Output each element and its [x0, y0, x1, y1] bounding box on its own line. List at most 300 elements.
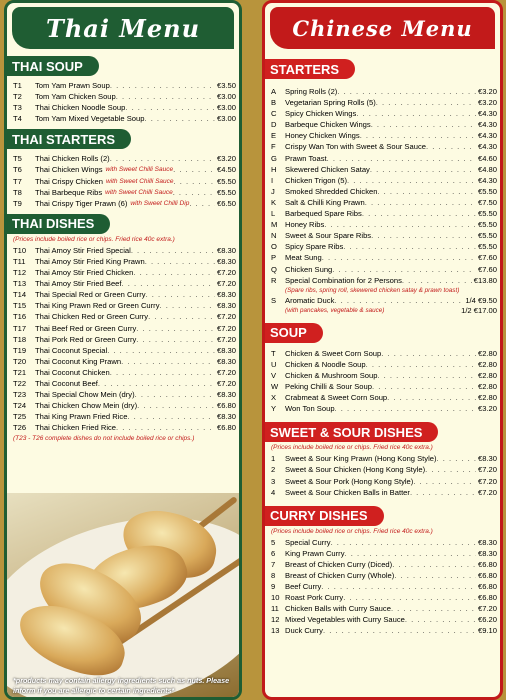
thai-dishes-section	[7, 214, 239, 443]
menu-item-row	[265, 164, 500, 175]
menu-item-row	[7, 245, 239, 256]
dot-leader	[366, 359, 476, 370]
dot-leader	[131, 245, 215, 256]
item-price: €3.20	[477, 87, 497, 96]
item-code: 7	[271, 559, 276, 569]
item-name: King Prawn Curry	[285, 548, 345, 558]
item-price: €4.80	[477, 164, 497, 174]
item-price: €7.20	[216, 367, 236, 377]
menu-item-row	[265, 186, 500, 197]
dot-leader	[356, 108, 476, 119]
thai-dishes-list	[7, 245, 239, 434]
item-name: Sweet & Sour Chicken Balls in Batter	[285, 487, 410, 497]
item-name: Breast of Chicken Curry (Whole)	[285, 571, 395, 580]
chinese-starters-list	[265, 86, 500, 315]
item-price: €7.20	[477, 487, 497, 497]
item-code: T20	[13, 356, 27, 366]
item-code: T11	[13, 256, 26, 266]
menu-item-row	[265, 614, 500, 625]
dot-leader	[402, 275, 472, 286]
menu-item-row	[265, 252, 500, 263]
item-code: M	[271, 220, 278, 230]
item-price: €3.20	[477, 98, 497, 108]
item-price: €3.20	[216, 154, 236, 164]
item-code: 12	[271, 615, 280, 625]
menu-item-row	[7, 389, 239, 400]
item-name: Spring Rolls (2)	[285, 87, 338, 96]
dot-leader	[365, 197, 476, 208]
menu-item-row	[7, 176, 239, 187]
dot-leader	[145, 256, 215, 267]
item-price: €6.80	[477, 582, 497, 592]
item-price: €3.50	[216, 81, 236, 90]
item-price: €4.30	[477, 109, 497, 119]
dot-leader	[413, 476, 476, 487]
item-name: Salt & Chilli King Prawn	[285, 197, 365, 207]
item-name: Thai King Prawn Fried Rice	[35, 412, 128, 422]
item-code: U	[271, 359, 277, 369]
item-price: €5.50	[477, 220, 497, 230]
chinese-menu-panel	[262, 0, 503, 700]
sweet-sour-heading: SWEET & SOUR DISHES	[262, 422, 438, 442]
item-code: T14	[13, 290, 27, 300]
menu-item-row	[7, 113, 239, 124]
dot-leader	[133, 267, 215, 278]
item-price: €8.30	[216, 301, 236, 311]
item-name: Roast Pork Curry	[285, 593, 344, 603]
item-price: 1/2 €17.00	[461, 305, 497, 315]
item-price: €3.00	[216, 114, 236, 124]
item-price: €6.80	[477, 571, 497, 580]
item-name: Prawn Toast	[285, 153, 327, 163]
item-code: 4	[271, 487, 276, 497]
menu-item-row	[265, 476, 500, 487]
item-name: Thai Chicken Red or Green Curry	[35, 312, 149, 322]
item-price: €2.80	[477, 348, 497, 358]
menu-item-row	[7, 356, 239, 367]
dot-leader	[376, 97, 476, 108]
item-code: T5	[13, 154, 22, 164]
menu-item-row	[265, 153, 500, 164]
menu-item-row	[265, 175, 500, 186]
item-price: €4.30	[477, 142, 497, 152]
item-name: Thai Pork Red or Green Curry	[35, 334, 137, 344]
menu-item-row	[7, 289, 239, 300]
menu-item-row	[7, 300, 239, 311]
chinese-soup-list	[265, 348, 500, 415]
menu-item-row	[265, 219, 500, 230]
dot-leader	[173, 164, 215, 175]
dot-leader	[121, 356, 215, 367]
dot-leader	[125, 102, 215, 113]
item-price: €5.50	[216, 187, 236, 197]
item-name: Thai Special Red or Green Curry	[35, 290, 146, 300]
dot-leader	[377, 186, 476, 197]
item-price: €8.30	[477, 454, 497, 464]
item-price: €7.20	[216, 279, 236, 289]
item-name: Crabmeat & Sweet Corn Soup	[285, 393, 388, 403]
dot-leader	[337, 86, 476, 97]
item-code: T9	[13, 198, 22, 208]
item-code: S	[271, 295, 277, 305]
item-price: €8.30	[477, 537, 497, 547]
menu-item-row	[7, 153, 239, 164]
item-price: €7.20	[216, 312, 236, 322]
menu-item-row	[7, 198, 239, 209]
item-name: Thai Barbeque Ribs	[35, 187, 103, 197]
item-code: T21	[13, 367, 27, 377]
item-price: €6.50	[216, 198, 236, 208]
menu-item-row	[265, 97, 500, 108]
item-name: Thai Coconut King Prawn	[35, 356, 122, 366]
dot-leader	[335, 403, 476, 414]
item-name: Thai Coconut Chicken	[35, 367, 110, 377]
dot-leader	[174, 176, 215, 187]
dot-leader	[136, 334, 215, 345]
item-price: €5.50	[477, 231, 497, 241]
item-name: Spicy Spare Ribs	[285, 242, 344, 252]
thai-starters-heading: THAI STARTERS	[4, 129, 131, 149]
menu-item-row	[265, 381, 500, 392]
item-price: €8.30	[216, 245, 236, 255]
item-name: Smoked Shredded Chicken	[285, 186, 378, 196]
item-name: Thai Amoy Stir Fried Chicken	[35, 268, 134, 278]
menu-item-row	[265, 348, 500, 359]
item-name: Honey Chicken Wings	[285, 131, 360, 141]
item-name: Chicken & Noodle Soup	[285, 359, 366, 369]
item-code: 13	[271, 626, 280, 636]
item-name: Breast of Chicken Curry (Diced)	[285, 559, 393, 569]
item-code: T10	[13, 245, 27, 255]
dot-leader	[116, 91, 215, 102]
dot-leader	[371, 119, 476, 130]
thai-menu-title: Thai Menu	[12, 7, 234, 49]
item-name: Special Curry	[285, 537, 331, 547]
item-name: Peking Chilli & Sour Soup	[285, 382, 372, 392]
item-code: C	[271, 109, 277, 119]
menu-item-row	[7, 422, 239, 433]
item-name: Spicy Chicken Wings	[285, 109, 357, 119]
item-name: Thai Amoy Stir Fried Beef	[35, 279, 122, 289]
item-code: V	[271, 370, 277, 380]
dot-leader	[135, 389, 215, 400]
menu-item-row	[7, 187, 239, 198]
dot-leader	[144, 113, 215, 124]
dot-leader	[437, 453, 476, 464]
item-price: €8.30	[216, 412, 236, 422]
thai-dishes-heading: THAI DISHES	[4, 214, 110, 234]
item-description	[265, 306, 500, 315]
item-price: €3.00	[216, 92, 236, 102]
item-price: €8.30	[216, 345, 236, 355]
item-code: T16	[13, 312, 27, 322]
chinese-menu-title: Chinese Menu	[270, 7, 495, 49]
thai-soup-heading: THAI SOUP	[4, 56, 99, 76]
item-code: T4	[13, 114, 22, 124]
dot-leader	[322, 252, 476, 263]
item-name: Duck Curry	[285, 626, 323, 636]
dot-leader	[384, 306, 461, 315]
item-name: Chicken Balls with Curry Sauce	[285, 604, 391, 614]
item-price: €5.50	[216, 176, 236, 186]
menu-item-row	[7, 256, 239, 267]
item-price: €2.80	[477, 370, 497, 380]
thai-starters-list	[7, 153, 239, 208]
item-name: Thai Special Chow Mein (dry)	[35, 390, 135, 400]
item-name: Thai Chicken Fried Rice	[35, 423, 117, 433]
thai-starters-section	[7, 129, 239, 208]
item-price: €5.50	[477, 242, 497, 252]
menu-item-row	[265, 537, 500, 548]
chinese-starters-heading: STARTERS	[262, 59, 355, 79]
curry-section	[265, 506, 500, 637]
item-code: T7	[13, 176, 22, 186]
menu-item-row	[265, 86, 500, 97]
item-name: Crispy Wan Ton with Sweet & Sour Sauce	[285, 142, 426, 152]
menu-item-row	[265, 108, 500, 119]
item-name: Thai Coconut Special	[35, 345, 108, 355]
chinese-soup-heading: SOUP	[262, 323, 323, 343]
menu-item-row	[265, 197, 500, 208]
dot-leader	[387, 392, 476, 403]
dot-leader	[334, 295, 463, 306]
menu-item-row	[7, 102, 239, 113]
item-name: Thai Crispy Chicken	[35, 176, 103, 186]
item-price: €7.20	[216, 334, 236, 344]
item-code: T17	[13, 323, 27, 333]
item-code: T23	[13, 390, 27, 400]
menu-item-row	[265, 559, 500, 570]
item-price: €3.20	[477, 404, 497, 414]
sweet-sour-note: (Prices include boiled rice or chips. Fried rice 40c extra.)	[271, 444, 433, 452]
item-name: Sweet & Sour Spare Ribs	[285, 231, 372, 241]
item-name: Tom Yam Prawn Soup	[35, 81, 110, 90]
dot-leader	[321, 581, 476, 592]
item-code: R	[271, 275, 277, 285]
item-code: E	[271, 131, 277, 141]
dot-leader	[98, 378, 215, 389]
item-code: 11	[271, 604, 279, 614]
dot-leader	[331, 537, 476, 548]
item-note: with Sweet Chilli Sauce	[105, 188, 173, 196]
menu-item-row	[265, 487, 500, 498]
item-code: 8	[271, 571, 276, 580]
menu-item-row	[265, 230, 500, 241]
item-code: O	[271, 242, 277, 252]
menu-item-row	[265, 264, 500, 275]
dumplings-photo	[7, 493, 239, 700]
item-code: H	[271, 164, 277, 174]
item-code: T6	[13, 165, 22, 175]
item-code: K	[271, 197, 277, 207]
menu-item-row	[265, 130, 500, 141]
item-price: €2.80	[477, 393, 497, 403]
item-name: Thai King Prawn Red or Green Curry	[35, 301, 160, 311]
item-note: with Sweet Chilli Sauce	[105, 177, 174, 185]
dot-leader	[107, 345, 215, 356]
menu-item-row	[7, 267, 239, 278]
item-price: €6.80	[477, 559, 497, 569]
item-name: Chicken Trigon (5)	[285, 175, 348, 185]
item-code: G	[271, 153, 277, 163]
item-price: €7.60	[477, 253, 497, 263]
item-code: 5	[271, 537, 276, 547]
item-code: J	[271, 186, 275, 196]
menu-item-row	[7, 164, 239, 175]
menu-item-row	[265, 625, 500, 636]
item-code: T	[271, 348, 276, 358]
item-note: with Sweet Chilli Dip	[130, 199, 190, 207]
item-code: T1	[13, 81, 22, 90]
dot-leader	[327, 153, 476, 164]
dot-leader	[410, 487, 476, 498]
dot-leader	[425, 464, 476, 475]
menu-item-row	[7, 400, 239, 411]
curry-note: (Prices include boiled rice or chips. Fried rice 40c extra.)	[271, 527, 433, 535]
thai-dishes-note: (Prices include boiled rice or chips. Fried rice 40c extra.)	[13, 235, 175, 243]
allergy-note: *products may contain allergy ingredients such as nuts. Please inform if you are allergic to certain ingredients*	[13, 676, 230, 695]
menu-item-row	[265, 119, 500, 130]
item-code: Y	[271, 404, 277, 414]
item-price: €8.30	[216, 256, 236, 266]
dot-leader	[110, 80, 215, 91]
item-name: Sweet & Sour King Prawn (Hong Kong Style)	[285, 454, 437, 464]
curry-heading: CURRY DISHES	[262, 506, 384, 526]
item-code: Q	[271, 264, 277, 274]
item-price: €2.80	[477, 359, 497, 369]
item-price: €6.80	[477, 593, 497, 603]
item-price: €4.60	[477, 153, 497, 163]
chinese-soup-section	[265, 323, 500, 415]
menu-item-row	[265, 464, 500, 475]
item-code: A	[271, 87, 277, 96]
chinese-starters-section	[265, 59, 500, 315]
menu-item-row	[265, 359, 500, 370]
item-price: €4.50	[216, 165, 236, 175]
curry-list	[265, 537, 500, 637]
item-price: €7.60	[477, 264, 497, 274]
menu-item-row	[265, 208, 500, 219]
menu-item-row	[7, 367, 239, 378]
item-name: Thai Coconut Beef	[35, 378, 98, 388]
item-code: N	[271, 231, 277, 241]
dot-leader	[343, 592, 476, 603]
dot-leader	[137, 400, 215, 411]
item-code: T8	[13, 187, 22, 197]
thai-soup-section	[7, 56, 239, 124]
dot-leader	[360, 130, 476, 141]
item-price: €13.80	[473, 275, 497, 285]
item-name: Barbequed Spare Ribs	[285, 209, 362, 219]
dot-leader	[160, 300, 215, 311]
dot-leader	[381, 348, 476, 359]
item-name: Thai Crispy Tiger Prawn (6)	[35, 198, 128, 208]
item-name: Vegetarian Spring Rolls (5)	[285, 98, 376, 108]
dot-leader	[148, 311, 215, 322]
item-code: T19	[13, 345, 27, 355]
menu-item-row	[7, 345, 239, 356]
item-price: €7.20	[216, 323, 236, 333]
dot-leader	[324, 219, 476, 230]
menu-item-row	[265, 603, 500, 614]
item-price: €4.30	[477, 175, 497, 185]
dot-leader	[377, 370, 476, 381]
item-price: €8.30	[477, 548, 497, 558]
item-price: €7.20	[477, 476, 497, 486]
menu-item-row	[265, 403, 500, 414]
dot-leader	[332, 264, 476, 275]
menu-item-row	[7, 378, 239, 389]
item-name: Thai Chicken Wings	[35, 165, 103, 175]
item-name: Tom Yam Mixed Vegetable Soup	[35, 114, 145, 124]
item-price: 1/4 €9.50	[465, 295, 497, 305]
dot-leader	[136, 323, 215, 334]
item-name: Sweet & Sour Chicken (Hong Kong Style)	[285, 465, 426, 475]
menu-item-row	[7, 411, 239, 422]
thai-dishes-footnote: (T23 - T26 complete dishes do not include boiled rice or chips.)	[13, 435, 195, 443]
item-price: €6.80	[216, 401, 236, 411]
dot-leader	[343, 241, 476, 252]
dot-leader	[391, 603, 476, 614]
item-price: €5.50	[477, 186, 497, 196]
item-code: F	[271, 142, 276, 152]
item-price: €8.30	[216, 290, 236, 300]
item-code: 10	[271, 593, 280, 603]
item-price: €7.20	[216, 268, 236, 278]
item-code: T15	[13, 301, 27, 311]
item-code: W	[271, 382, 279, 392]
item-name: Honey Ribs	[285, 220, 325, 230]
item-code: 6	[271, 548, 276, 558]
item-description	[265, 286, 500, 295]
item-name: Meat Sung	[285, 253, 322, 263]
item-price: €6.80	[216, 423, 236, 433]
item-description-text: (Spare ribs, spring roll, skewered chicken satay & prawn toast)	[285, 286, 460, 294]
item-description-text: (with pancakes, vegetable & sauce)	[285, 306, 385, 314]
item-code: B	[271, 98, 277, 108]
menu-item-row	[265, 275, 500, 286]
item-code: T13	[13, 279, 27, 289]
item-price: €7.20	[216, 378, 236, 388]
dot-leader	[127, 411, 215, 422]
dot-leader	[426, 141, 476, 152]
item-name: Thai Amoy Stir Fried Special	[35, 245, 131, 255]
item-name: Chicken & Mushroom Soup	[285, 370, 378, 380]
menu-item-row	[265, 141, 500, 152]
sweet-sour-section	[265, 422, 500, 497]
dot-leader	[122, 278, 215, 289]
menu-item-row	[7, 91, 239, 102]
item-name: Beef Curry	[285, 582, 322, 592]
item-code: L	[271, 209, 276, 219]
item-name: Special Combination for 2 Persons	[285, 275, 402, 285]
item-code: T24	[13, 401, 27, 411]
item-code: T3	[13, 103, 22, 113]
menu-item-row	[265, 453, 500, 464]
item-name: Tom Yam Chicken Soup	[35, 92, 116, 102]
dot-leader	[370, 164, 476, 175]
item-price: €7.50	[477, 197, 497, 207]
menu-item-row	[265, 548, 500, 559]
item-code: D	[271, 120, 277, 130]
item-price: €2.80	[477, 382, 497, 392]
item-code: X	[271, 393, 277, 403]
item-name: Chicken & Sweet Corn Soup	[285, 348, 382, 358]
item-price: €7.20	[477, 604, 497, 614]
menu-item-row	[265, 592, 500, 603]
item-price: €6.20	[477, 615, 497, 625]
dot-leader	[371, 230, 476, 241]
